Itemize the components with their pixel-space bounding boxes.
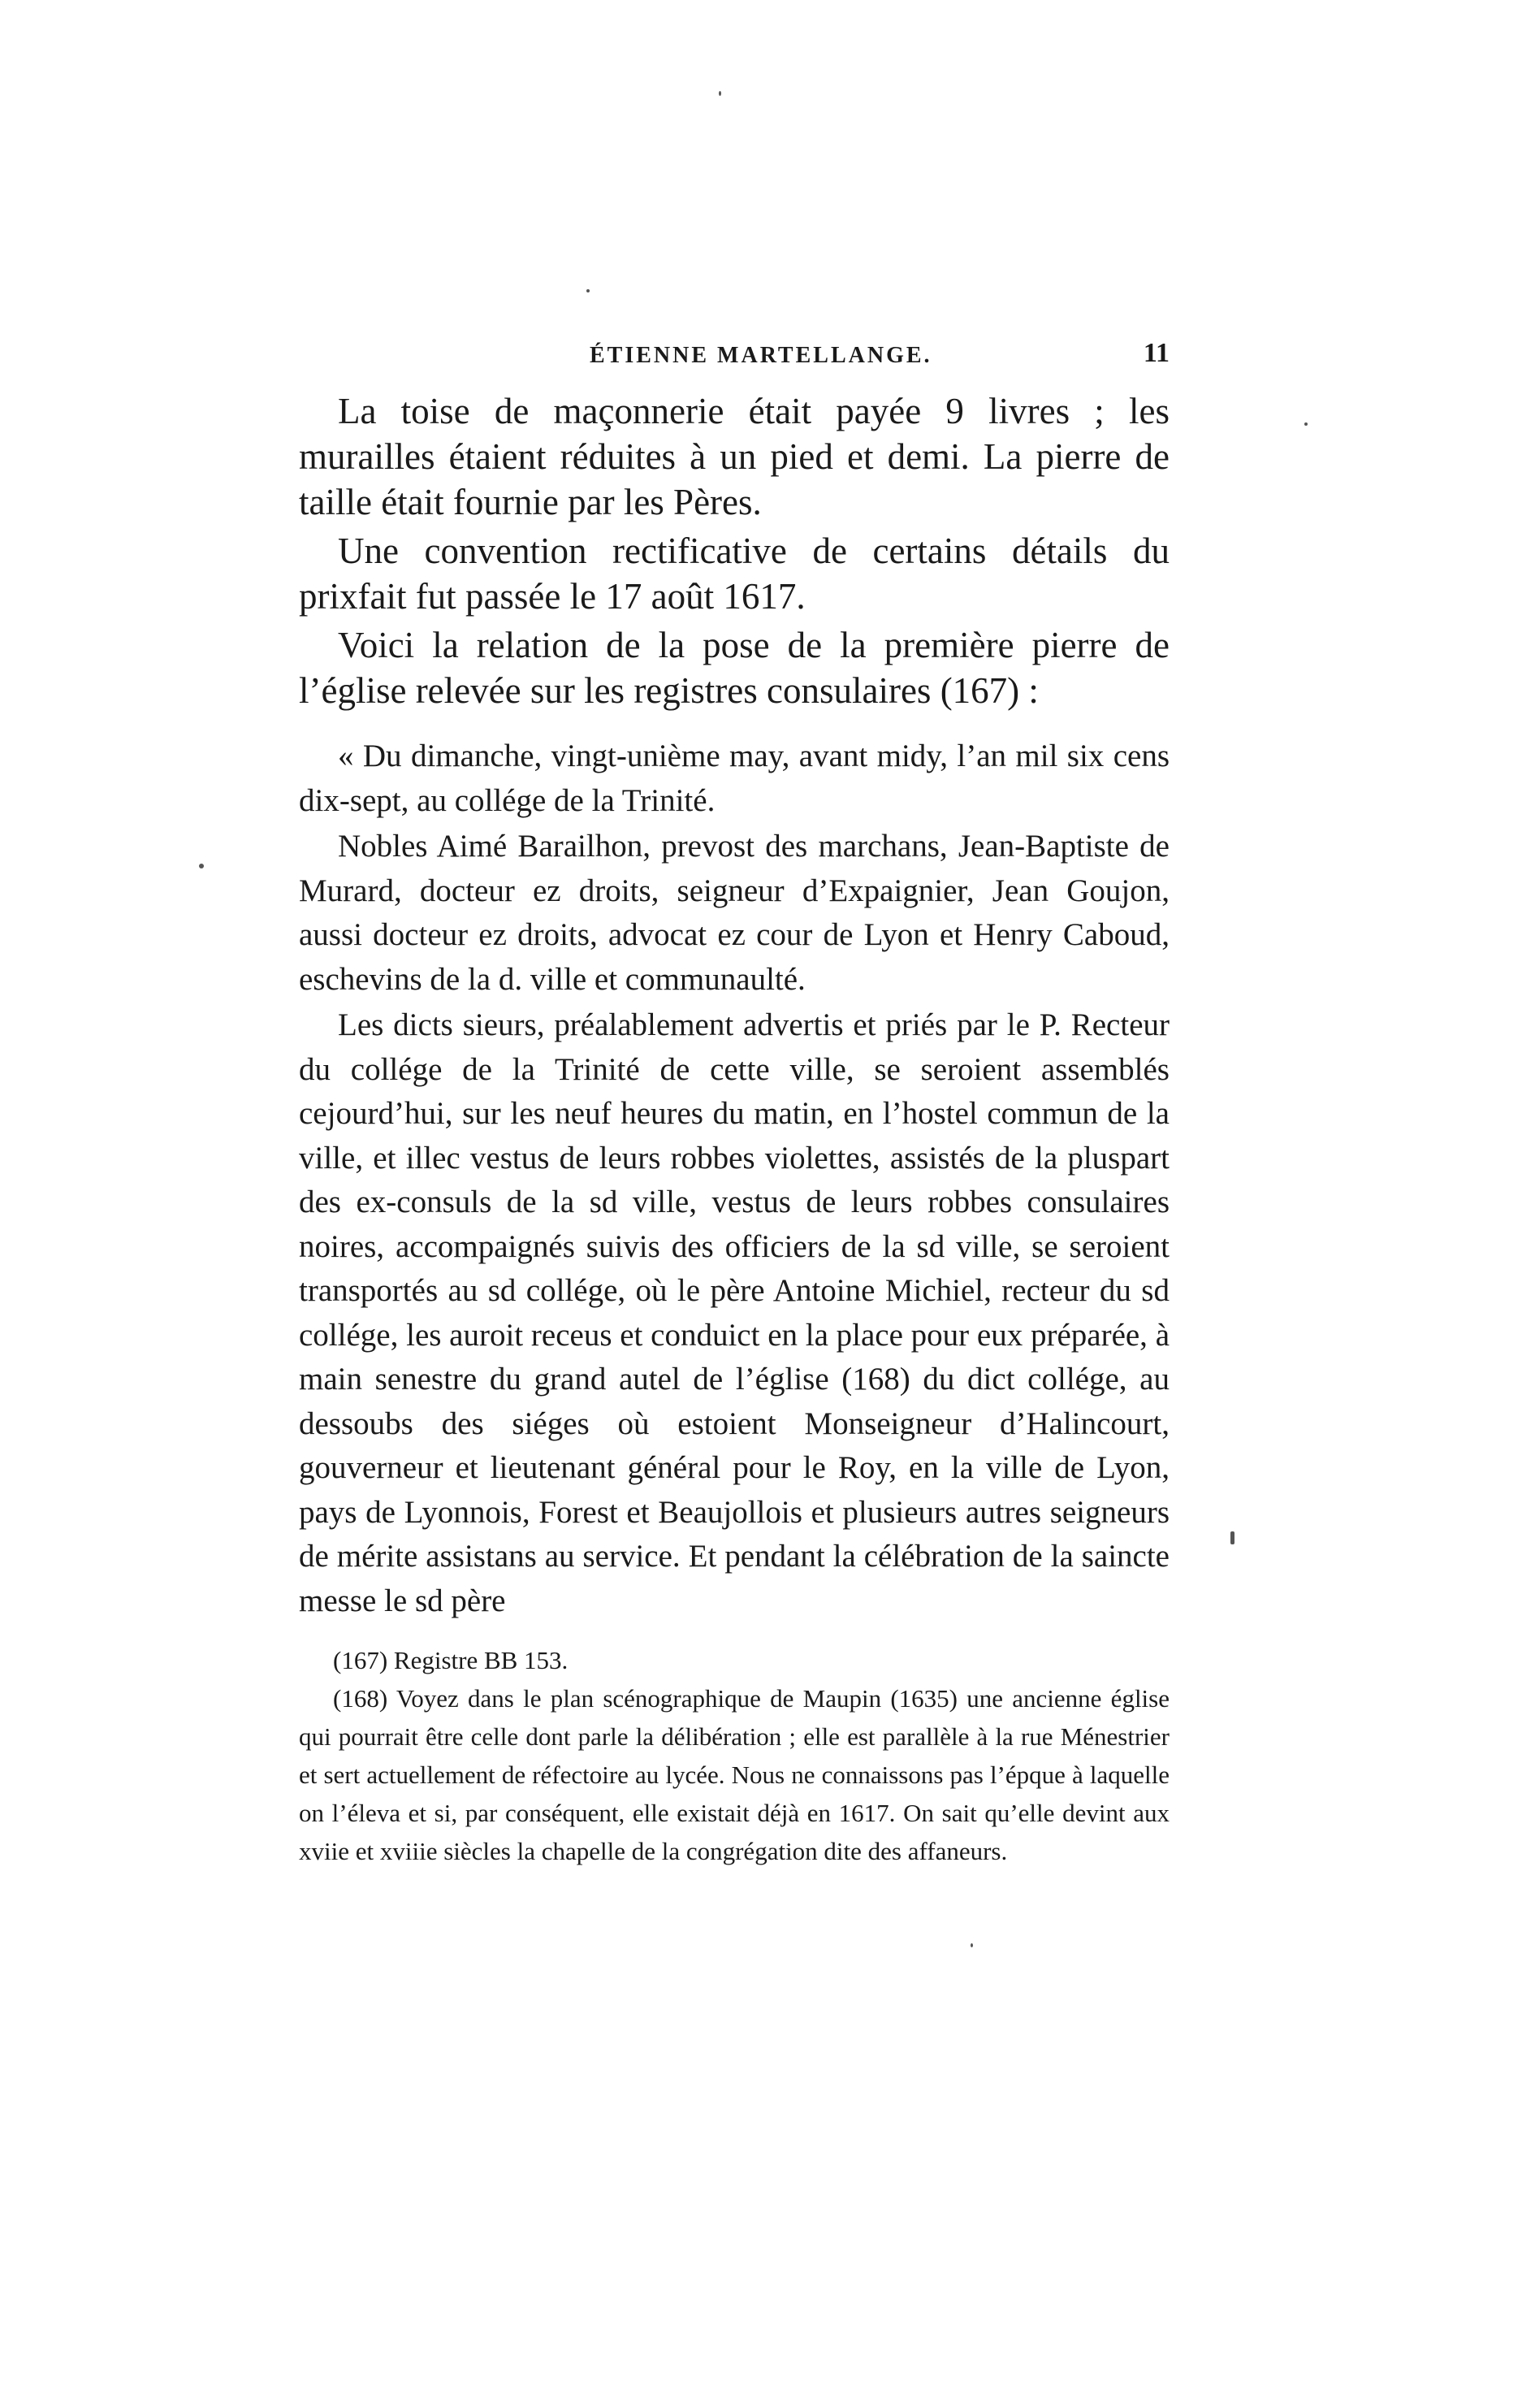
quote-paragraph: Nobles Aimé Barailhon, prevost des marchans, Jean-Baptiste de Murard, docteur ez droits, seigneur d’Expaignier, Jean Goujon, aussi docteur ez droits, advocat ez cour de Lyon et Henry Caboud, eschevins de la d. ville et communaulté.: [299, 829, 1170, 997]
body-paragraph: Voici la relation de la pose de la première pierre de l’église relevée sur les registres consulaires (167) :: [299, 625, 1170, 711]
body-paragraph: La toise de maçonnerie était payée 9 livres ; les murailles étaient réduites à un pied et demi. La pierre de taille était fournie par les Pères.: [299, 391, 1170, 522]
footnotes: [299, 1641, 1170, 1870]
main-text: [299, 388, 1170, 713]
paper-speck: [1230, 1531, 1234, 1544]
footnote: (167) Registre BB 153.: [333, 1646, 569, 1674]
paper-speck: [719, 91, 721, 96]
body-paragraph: Une convention rectificative de certains détails du prixfait fut passée le 17 août 1617.: [299, 531, 1170, 617]
running-title: ÉTIENNE MARTELLANGE.: [590, 343, 932, 368]
paper-speck: [586, 289, 590, 292]
paper-speck: [199, 864, 204, 868]
quote-paragraph: « Du dimanche, vingt-unième may, avant midy, l’an mil six cens dix-sept, au collége de la Trinité.: [299, 738, 1170, 818]
quote-paragraph: Les dicts sieurs, préalablement advertis et priés par le P. Recteur du collége de la Trinité de cette ville, se seroient assemblés cejourd’hui, sur les neuf heures du matin, en l’hostel commun de la ville, et illec vestus de leurs robbes violettes, assistés de la pluspart des ex-consuls de la sd ville, vestus de leurs robbes consulaires noires, accompaignés suivis des officiers de la sd ville, se seroient transportés au sd collége, où le père Antoine Michiel, recteur du sd collége, les auroit receus et conduict en la place pour eux préparée, à main senestre du grand autel de l’église (168) du dict collége, au dessoubs des siéges où estoient Monseigneur d’Halincourt, gouverneur et lieutenant général pour le Roy, en la ville de Lyon, pays de Lyonnois, Forest et Beaujollois et plusieurs autres seigneurs de mérite assistans au service. Et pendant la célébration de la saincte messe le sd père: [299, 1007, 1170, 1618]
page-header: [301, 338, 1170, 377]
paper-speck: [971, 1943, 973, 1947]
page-number: 11: [1143, 338, 1170, 368]
paper-speck: [1304, 422, 1308, 426]
quoted-record: [299, 734, 1170, 1623]
footnote: (168) Voyez dans le plan scénographique de Maupin (1635) une ancienne église qui pourrait être celle dont parle la délibération ; elle est parallèle à la rue Ménestrier et sert actuellement de réfectoire au lycée. Nous ne connaissons pas l’épque à laquelle on l’éleva et si, par conséquent, elle existait déjà en 1617. On sait qu’elle devint aux xviie et xviiie siècles la chapelle de la congrégation dite des affaneurs.: [299, 1684, 1170, 1865]
